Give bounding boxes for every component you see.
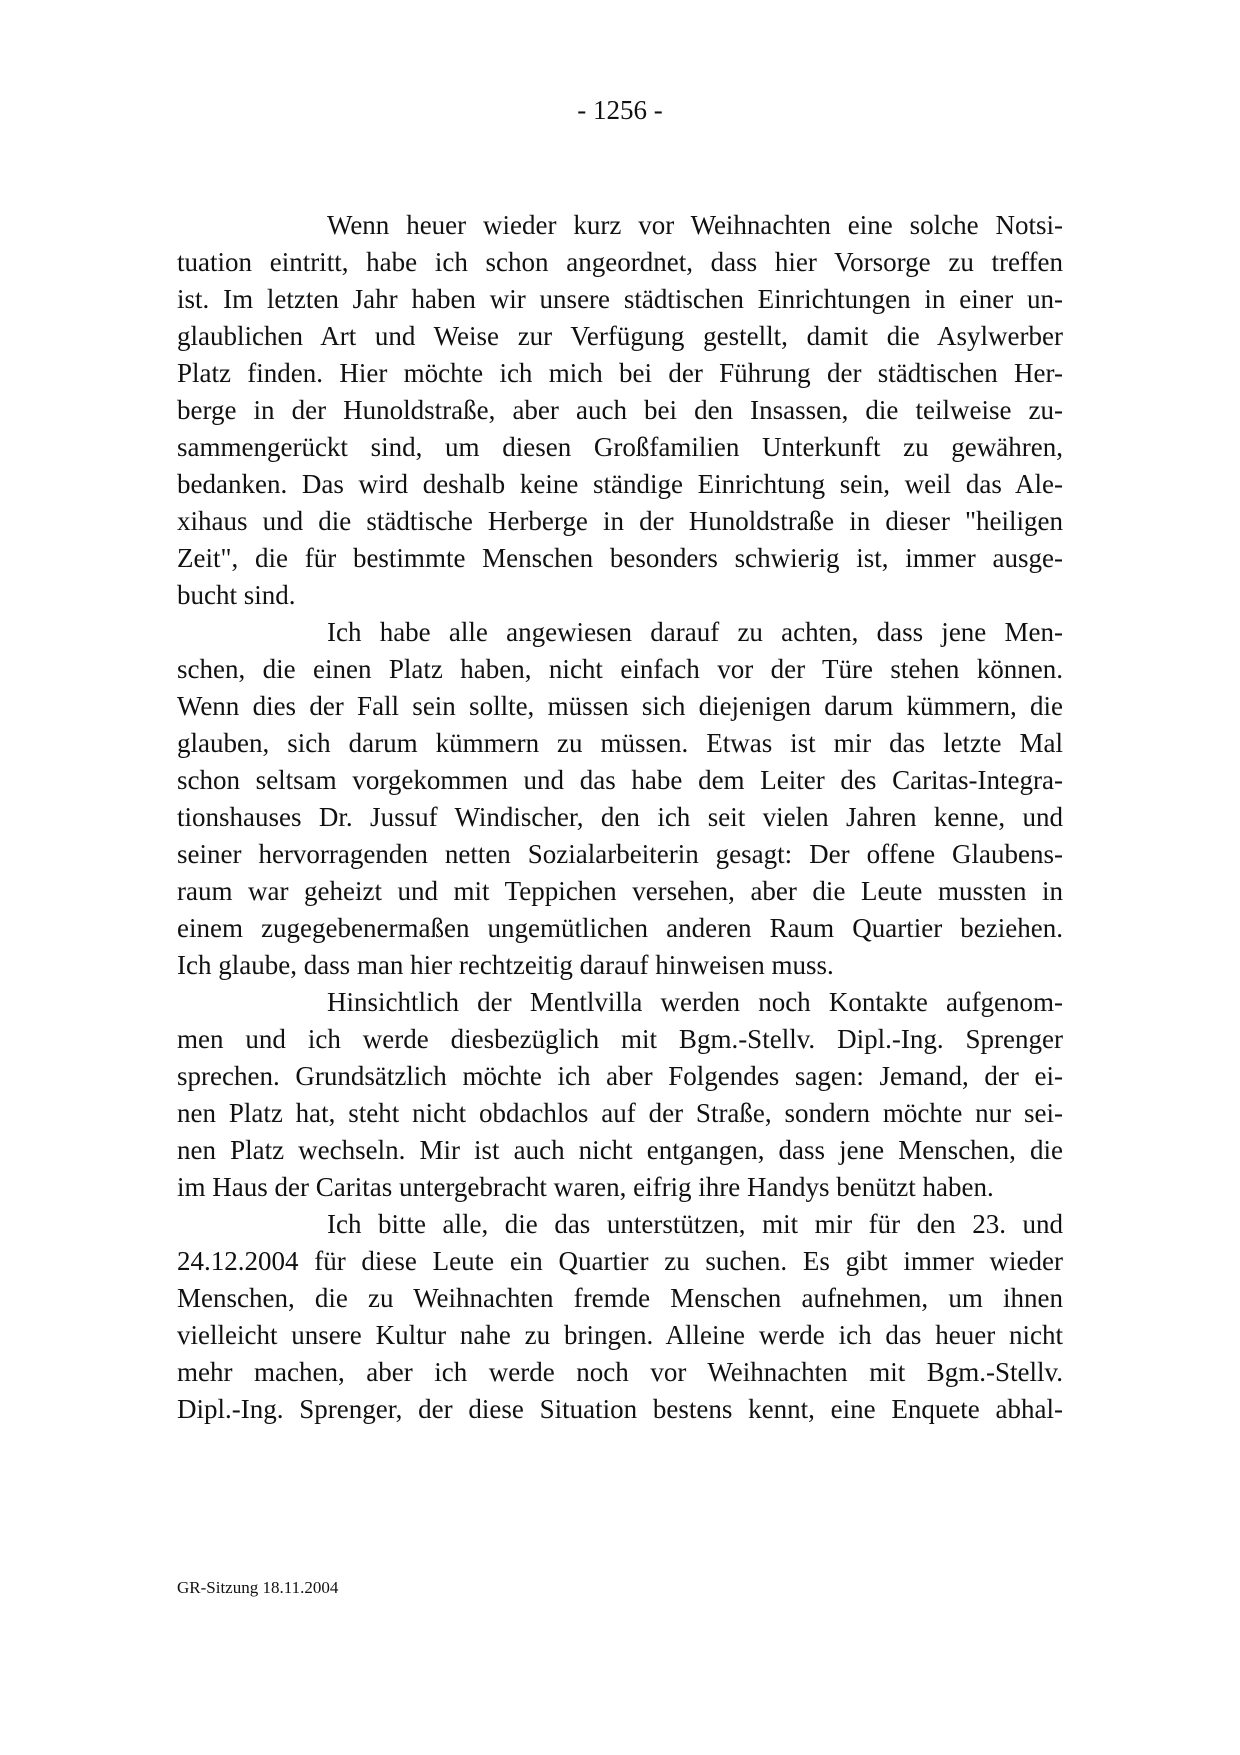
- text-line: im Haus der Caritas untergebracht waren, eifrig ihre Handys benützt haben.: [177, 1172, 994, 1202]
- text-line: sammengerückt sind, um diesen Großfamilien Unterkunft zu gewähren,: [177, 432, 1063, 462]
- text-line: Platz finden. Hier möchte ich mich bei der Führung der städtischen Her-: [177, 358, 1063, 388]
- text-line: Ich glaube, dass man hier rechtzeitig darauf hinweisen muss.: [177, 950, 834, 980]
- text-line: bedanken. Das wird deshalb keine ständige Einrichtung sein, weil das Ale-: [177, 469, 1063, 499]
- text-line: xihaus und die städtische Herberge in der Hunoldstraße in dieser "heiligen: [177, 506, 1063, 536]
- text-line: glaublichen Art und Weise zur Verfügung gestellt, damit die Asylwerber: [177, 321, 1063, 351]
- text-line: tionshauses Dr. Jussuf Windischer, den ich seit vielen Jahren kenne, und: [177, 802, 1063, 832]
- text-line: nen Platz hat, steht nicht obdachlos auf der Straße, sondern möchte nur sei-: [177, 1098, 1063, 1128]
- text-line: tuation eintritt, habe ich schon angeordnet, dass hier Vorsorge zu treffen: [177, 247, 1063, 277]
- text-line: Wenn heuer wieder kurz vor Weihnachten eine solche Notsi-: [327, 210, 1063, 240]
- text-line: Wenn dies der Fall sein sollte, müssen sich diejenigen darum kümmern, die: [177, 691, 1063, 721]
- text-line: berge in der Hunoldstraße, aber auch bei den Insassen, die teilweise zu-: [177, 395, 1063, 425]
- text-line: bucht sind.: [177, 580, 296, 610]
- body-text: [177, 207, 1063, 1428]
- text-line: Ich habe alle angewiesen darauf zu achten, dass jene Men-: [327, 617, 1063, 647]
- page-number: - 1256 -: [577, 95, 663, 125]
- text-line: 24.12.2004 für diese Leute ein Quartier zu suchen. Es gibt immer wieder: [177, 1246, 1063, 1276]
- text-line: vielleicht unsere Kultur nahe zu bringen. Alleine werde ich das heuer nicht: [177, 1320, 1063, 1350]
- text-line: einem zugegebenermaßen ungemütlichen anderen Raum Quartier beziehen.: [177, 913, 1063, 943]
- text-line: Menschen, die zu Weihnachten fremde Menschen aufnehmen, um ihnen: [177, 1283, 1063, 1313]
- text-line: Ich bitte alle, die das unterstützen, mit mir für den 23. und: [327, 1209, 1063, 1239]
- text-line: raum war geheizt und mit Teppichen versehen, aber die Leute mussten in: [177, 876, 1063, 906]
- text-line: mehr machen, aber ich werde noch vor Weihnachten mit Bgm.-Stellv.: [177, 1357, 1063, 1387]
- text-line: schen, die einen Platz haben, nicht einfach vor der Türe stehen können.: [177, 654, 1063, 684]
- text-line: Hinsichtlich der Mentlvilla werden noch Kontakte aufgenom-: [327, 987, 1063, 1017]
- footer-label: GR-Sitzung 18.11.2004: [177, 1578, 339, 1597]
- text-line: schon seltsam vorgekommen und das habe dem Leiter des Caritas-Integra-: [177, 765, 1063, 795]
- text-line: ist. Im letzten Jahr haben wir unsere städtischen Einrichtungen in einer un-: [177, 284, 1063, 314]
- text-line: nen Platz wechseln. Mir ist auch nicht entgangen, dass jene Menschen, die: [177, 1135, 1063, 1165]
- text-line: men und ich werde diesbezüglich mit Bgm.-Stellv. Dipl.-Ing. Sprenger: [177, 1024, 1063, 1054]
- text-line: seiner hervorragenden netten Sozialarbeiterin gesagt: Der offene Glaubens-: [177, 839, 1063, 869]
- text-line: glauben, sich darum kümmern zu müssen. Etwas ist mir das letzte Mal: [177, 728, 1063, 758]
- text-line: Dipl.-Ing. Sprenger, der diese Situation bestens kennt, eine Enquete abhal-: [177, 1394, 1063, 1424]
- text-line: Zeit", die für bestimmte Menschen besonders schwierig ist, immer ausge-: [177, 543, 1063, 573]
- text-line: sprechen. Grundsätzlich möchte ich aber Folgendes sagen: Jemand, der ei-: [177, 1061, 1063, 1091]
